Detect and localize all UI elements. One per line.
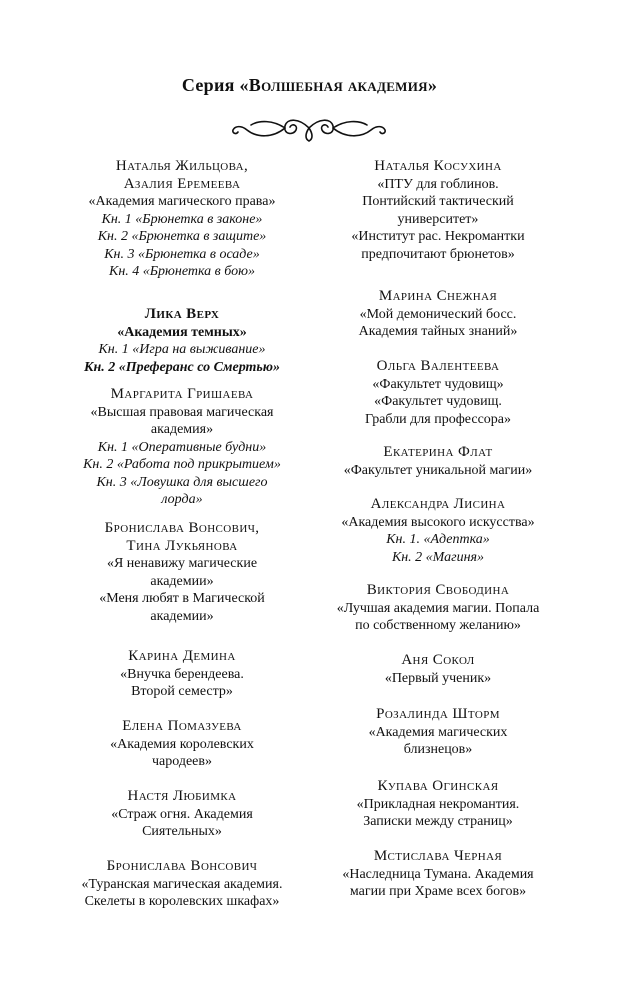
author-name: Елена Помазуева — [122, 718, 242, 734]
book-title-line: «Лучшая академия магии. Попала — [336, 600, 540, 616]
book-title-line: Кн. 2 «Брюнетка в защите» — [97, 229, 267, 244]
book-title-line: чародеев» — [151, 754, 212, 769]
book-title-line: Академия тайных знаний» — [358, 324, 518, 339]
book-title-line: «Факультет чудовищ» — [372, 376, 504, 392]
book-title-line: Кн. 2 «Магиня» — [391, 549, 485, 565]
book-title-line: «Меня любят в Магической — [99, 591, 265, 606]
flourish-ornament-icon — [229, 112, 389, 144]
book-entry — [303, 848, 573, 901]
book-entry — [52, 306, 312, 376]
book-title-line: «Высшая правовая магическая — [90, 404, 274, 420]
book-title-line: академии» — [150, 608, 214, 624]
book-title-line: Кн. 1 «Оперативные будни» — [97, 439, 267, 455]
author-name: Тина Лукьянова — [126, 537, 238, 554]
author-name: Ольга Валентеева — [376, 358, 500, 374]
author-name: Виктория Свободина — [366, 582, 510, 598]
book-title-line: магии при Храме всех богов» — [349, 884, 527, 899]
author-name: Розалинда Шторм — [376, 706, 500, 722]
book-entry — [52, 648, 312, 701]
book-entry — [303, 158, 573, 263]
book-title-line: академии» — [150, 573, 214, 589]
series-title-name: Волшебная академия — [248, 75, 428, 95]
book-entry — [52, 386, 312, 509]
book-title-line: «Первый ученик» — [384, 670, 492, 686]
book-title-line: «Туранская магическая академия. — [81, 876, 283, 892]
book-title-line: лорда» — [161, 492, 203, 507]
book-entry — [52, 520, 312, 625]
book-title-line: «Академия темных» — [117, 324, 247, 340]
book-entry — [303, 496, 573, 566]
book-entry — [303, 582, 573, 635]
book-title-line: Кн. 2 «Преферанс со Смертью» — [83, 359, 281, 375]
author-name: Марина Снежная — [378, 288, 498, 304]
book-entry — [52, 788, 312, 841]
author-name: Карина Демина — [128, 648, 236, 664]
book-title-line: Кн. 1 «Игра на выживание» — [98, 342, 266, 357]
book-title-line: Кн. 1. «Адептка» — [386, 532, 490, 547]
book-title-line: «Прикладная некромантия. — [356, 796, 520, 812]
book-title-line: Кн. 3 «Брюнетка в осаде» — [104, 246, 260, 262]
author-name: Аня Сокол — [401, 652, 475, 668]
book-title-line: «Мой демонический босс. — [359, 306, 517, 322]
book-title-line: Скелеты в королевских шкафах» — [84, 894, 280, 909]
book-title-line: «Академия магических — [368, 724, 508, 740]
book-title-line: по собственному желанию» — [355, 618, 521, 633]
book-title-line: близнецов» — [403, 742, 473, 757]
book-title-line: Грабли для профессора» — [365, 411, 511, 427]
book-title-line: Кн. 4 «Брюнетка в бою» — [109, 264, 255, 279]
author-name: Бронислава Вонсович, — [104, 520, 260, 536]
book-entry — [303, 358, 573, 428]
author-name: Лика Верх — [144, 306, 220, 322]
author-name: Маргарита Гришаева — [110, 386, 254, 402]
author-name: Мстислава Черная — [373, 848, 503, 864]
book-title-line: Второй семестр» — [131, 684, 233, 699]
author-name: Купава Огинская — [377, 778, 499, 794]
book-title-line: Кн. 3 «Ловушка для высшего — [96, 474, 268, 490]
book-title-line: «Наследница Тумана. Академия — [342, 866, 534, 882]
author-name: Екатерина Флат — [383, 444, 493, 460]
book-entry — [52, 858, 312, 911]
book-title-line: Кн. 2 «Работа под прикрытием» — [83, 457, 281, 472]
book-title-line: «Академия королевских — [110, 736, 254, 752]
book-title-line: Кн. 1 «Брюнетка в законе» — [101, 211, 263, 227]
book-title-line: «Факультет уникальной магии» — [343, 462, 533, 478]
author-name: Азалия Еремеева — [123, 175, 241, 192]
book-title-line: «Академия магического права» — [88, 194, 276, 209]
book-title-line: «Внучка берендеева. — [120, 666, 244, 682]
book-title-line: «Академия высокого искусства» — [341, 514, 535, 530]
author-name: Бронислава Вонсович — [106, 858, 258, 874]
book-title-line: Сиятельных» — [142, 824, 222, 839]
book-entry — [303, 288, 573, 341]
book-title-line: «Институт рас. Некромантки — [351, 229, 525, 244]
series-title-suffix: » — [427, 75, 438, 95]
book-title-line: «ПТУ для гоблинов. — [377, 176, 499, 192]
book-title-line: предпочитают брюнетов» — [361, 246, 515, 262]
book-title-line: «Я ненавижу магические — [106, 556, 258, 571]
author-name: Наталья Жильцова, — [115, 158, 249, 174]
book-entry — [303, 652, 573, 687]
book-title-line: «Факультет чудовищ. — [374, 394, 502, 409]
book-entry — [52, 158, 312, 281]
author-name: Александра Лисина — [370, 496, 506, 512]
author-name: Настя Любимка — [127, 788, 237, 804]
book-entry — [303, 444, 573, 479]
book-title-line: «Страж огня. Академия — [111, 806, 253, 822]
book-entry — [303, 706, 573, 759]
book-title-line: Понтийский тактический — [362, 194, 514, 209]
series-title — [0, 75, 619, 96]
book-entry — [52, 718, 312, 771]
series-title-prefix: Серия « — [181, 75, 249, 95]
book-title-line: академия» — [150, 422, 214, 437]
book-title-line: университет» — [397, 211, 479, 227]
author-name: Наталья Косухина — [374, 158, 502, 174]
book-title-line: Записки между страниц» — [363, 814, 513, 829]
book-entry — [303, 778, 573, 831]
